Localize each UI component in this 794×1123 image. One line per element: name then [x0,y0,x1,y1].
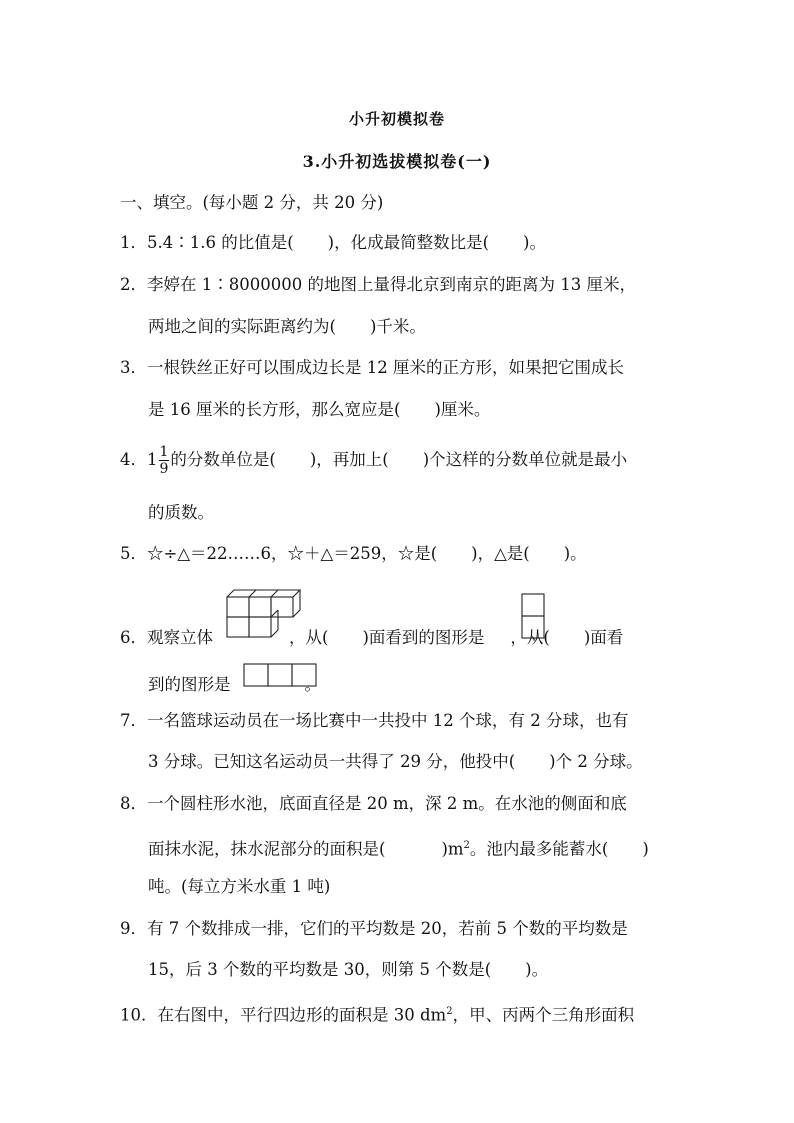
q6-text-a: 观察立体 [147,628,213,647]
q3-text-a: 是 16 厘米的长方形，那么宽应是( [148,400,401,419]
q4-fraction [159,444,170,477]
q6-text-g: 。 [304,675,321,694]
question-9-line-2 [148,959,548,981]
q9-text-a: 15，后 3 个数的平均数是 30，则第 5 个数是( [148,960,492,979]
q8-text-b: )m [441,839,464,859]
q5-number: 5． [120,544,147,563]
q1-text-b: )，化成最简整数比是( [327,233,490,252]
q1-number: 1． [120,233,147,252]
question-6-line-1 [120,627,623,649]
q6-text-d: ，从( [510,628,550,647]
q4-fraction-denominator: 9 [159,461,169,477]
q8-text-a: 面抹水泥，抹水泥部分的面积是( [148,839,386,859]
q10-text-b: ，甲、丙两个三角形面积 [452,1005,635,1025]
series-title: 小升初模拟卷 [348,110,445,128]
section-heading: 一、填空。(每小题 2 分，共 20 分) [120,193,384,212]
q4-text-b: )，再加上( [309,450,389,469]
q8-number: 8． [120,794,147,813]
q3-number: 3． [120,358,147,377]
question-3-line-2 [148,399,490,421]
q6-view-side [520,593,546,641]
question-7-line-1 [120,710,628,732]
question-4-line-1 [120,440,627,480]
q6-number: 6． [120,628,147,647]
q2-text-a: 两地之间的实际距离约为( [148,317,336,336]
q2-text-b: )千米。 [369,317,426,336]
question-5 [120,543,587,565]
q9-text-line1: 有 7 个数排成一排，它们的平均数是 20，若前 5 个数的平均数是 [147,919,628,938]
q5-text-c: )。 [563,544,587,563]
q7-text-line1: 一名篮球运动员在一场比赛中一共投中 12 个球，有 2 分球，也有 [147,711,629,730]
question-9-line-1 [120,918,628,940]
question-8-line-2 [148,835,649,861]
q2-text-line1: 李婷在 1∶8000000 的地图上量得北京到南京的距离为 13 厘米， [147,275,636,294]
q4-text-c: )个这样的分数单位就是最小 [422,450,628,469]
q3-text-line1: 一根铁丝正好可以围成边长是 12 厘米的正方形，如果把它围成长 [147,358,624,377]
q2-number: 2． [120,275,147,294]
q3-text-b: )厘米。 [434,400,491,419]
q6-text-f: 到的图形是 [148,675,231,694]
q8-text-d: ) [642,839,649,859]
q10-number: 10． [120,1005,158,1025]
q1-text-c: )。 [523,233,546,252]
q10-superscript: 2 [446,1006,453,1017]
q4-text-a: 的分数单位是( [170,450,276,469]
question-7-line-2 [148,751,643,773]
q5-text-a: ☆÷△＝22……6，☆＋△＝259，☆是( [147,544,438,563]
q6-view-top [243,662,319,688]
q9-text-b: )。 [525,960,549,979]
q6-text-c: )面看到的图形是 [362,628,485,647]
q6-text-b: ，从( [289,628,329,647]
question-3-line-1 [120,357,624,379]
q4-number: 4． [120,450,147,469]
q8-text-line1: 一个圆柱形水池，底面直径是 20 m，深 2 m。在水池的侧面和底 [147,794,627,813]
q4-whole-part: 1 [147,450,158,469]
q9-number: 9． [120,919,147,938]
question-8-line-3: 吨。(每立方米水重 1 吨) [148,877,331,896]
question-10-line-1 [120,1001,634,1027]
question-1 [120,232,546,254]
question-2-line-1 [120,274,636,296]
paper-title: 3.小升初选拔模拟卷(一) [302,152,492,171]
q10-text-a: 在右图中，平行四边形的面积是 30 dm [157,1005,447,1025]
q7-number: 7． [120,711,147,730]
question-2-line-2 [148,316,426,338]
q8-text-c: 。池内最多能蓄水( [469,839,609,859]
q8-superscript: 2 [463,840,470,851]
q1-text-a: 5.4∶1.6 的比值是( [147,233,294,252]
q7-text-a: 3 分球。已知这名运动员一共得了 29 分，他投中( [148,752,516,771]
q6-solid-figure [226,587,302,639]
q4-fraction-numerator: 1 [159,444,169,460]
question-8-line-1 [120,793,627,815]
q6-text-e: )面看 [583,628,624,647]
question-4-line-2: 的质数。 [148,503,214,522]
q7-text-b: )个 2 分球。 [549,752,643,771]
q5-text-b: )，△是( [471,544,530,563]
